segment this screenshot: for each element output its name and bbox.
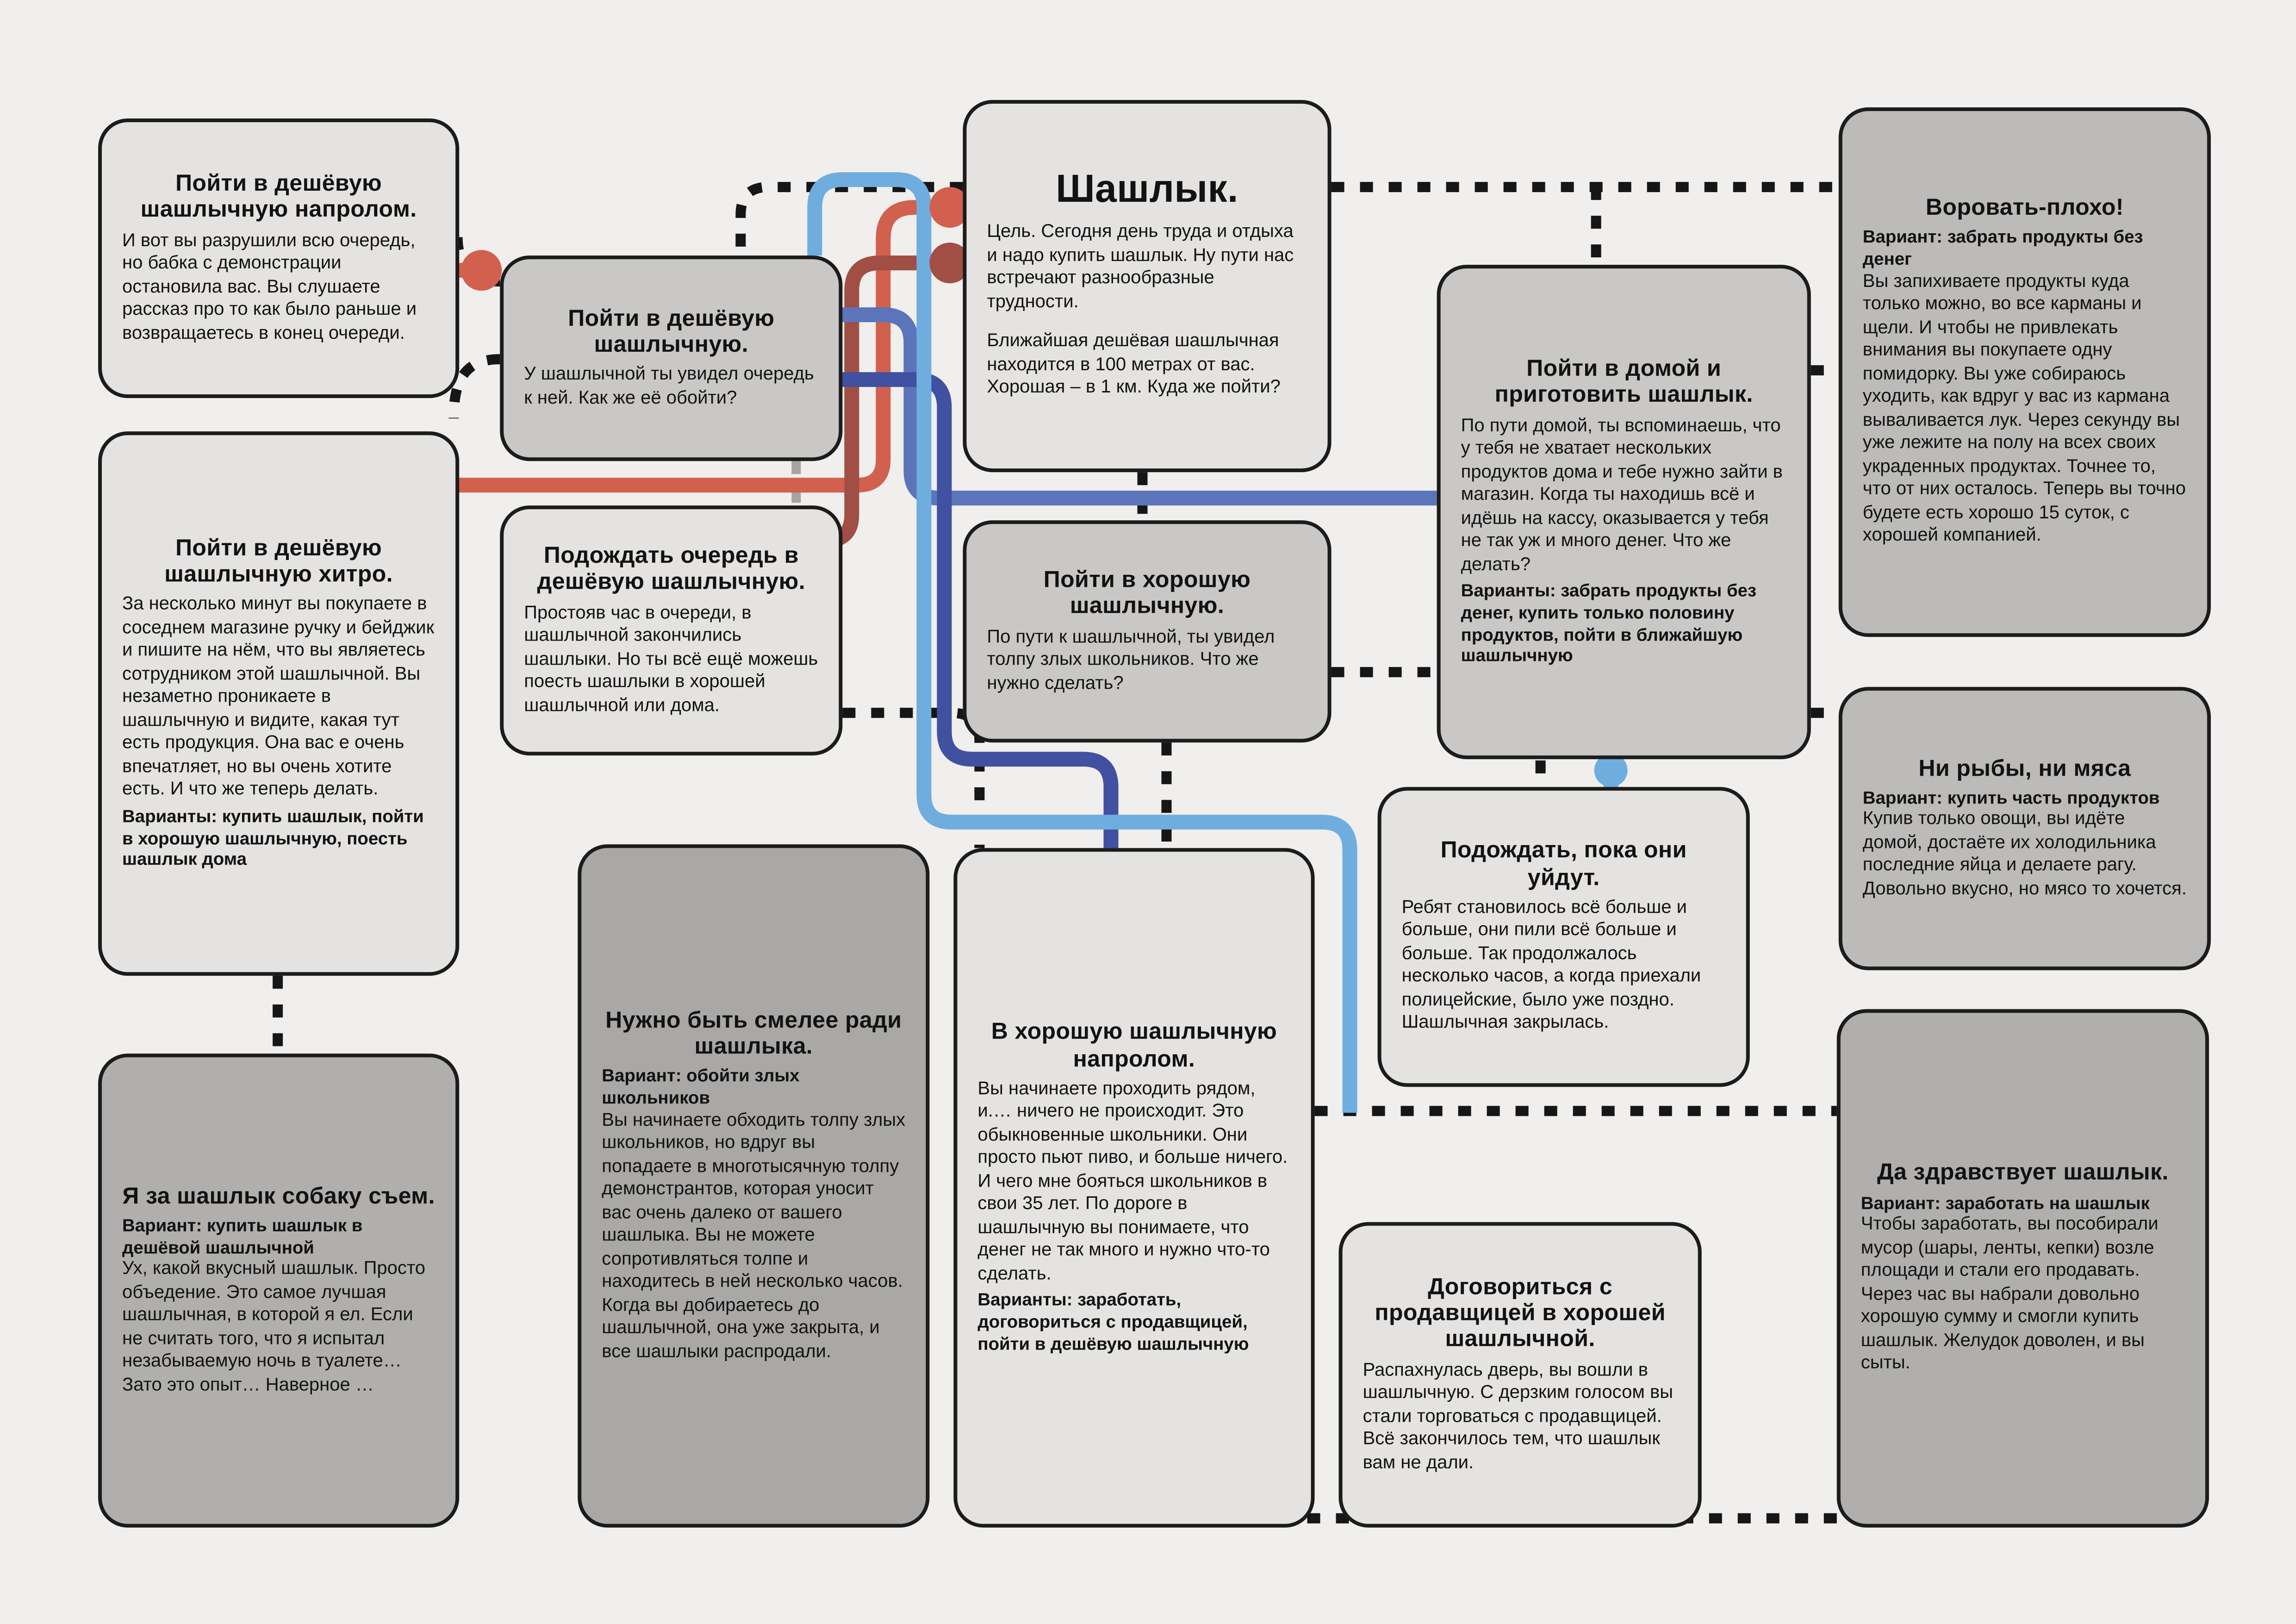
node-body: И вот вы разрушили всю очередь, но бабка с демонстрации остановила вас. Вы слушаете рассказ про то как было раньше и возвращаетесь в конец очереди. [122,230,417,344]
card-earn [1837,1009,2209,1527]
card-dog [98,1053,459,1527]
node-title: Воровать-плохо! [1925,194,2124,221]
node-title: Ни рыбы, ни мяса [1918,754,2131,781]
node-body: Ух, какой вкусный шашлык. Просто объедение. Это самое лучшая шашлычная, в которой я ел. Если не считать того, что я испытал незабываемую ночь в туалете… Зато это опыт… Наверное … [122,1259,425,1396]
node-title: Да здравствует шашлык. [1877,1159,2169,1186]
node-body: Вы начинаете проходить рядом, и.… ничего не происходит. Это обыкновенные школьники. Они просто пьют пиво, и больше ничего. И чего мне бояться школьников в свои 35 лет. По дороге в шашлычную вы понимаете, что денег не так много и нужно что-то сделать. [977,1079,1288,1285]
node-body: По пути к шашлычной, ты увидел толпу злых школьников. Что же нужно сделать? [987,627,1275,694]
node-body: За несколько минут вы покупаете в соседнем магазине ручку и бейджик и пишите на нём, что вы являетесь сотрудником этой шашлычной. Вы незаметно проникаете в шашлычную и видите, какая тут есть продукция. Она вас е очень впечатляет, но вы очень хотите есть. И что же теперь делать. [122,595,435,801]
card-cheap [500,255,842,461]
node-variant-intro: Вариант: купить шашлык в дешёвой шашлычной [122,1216,363,1259]
node-title: Подождать, пока они уйдут. [1440,837,1687,890]
node-body: Распахнулась дверь, вы вошли в шашлычную. С дерзким голосом вы стали торговаться с продавщицей. Всё закончилось тем, что шашлык вам не дали. [1363,1360,1674,1474]
node-body: Вы запихиваете продукты куда только можно, во все карманы и щели. И чтобы не привлекать внимания вы покупаете одну помидорку. Вы уже собираюсь уходить, как вдруг у вас из кармана вываливается лук. Через секунду вы уже лежите на полу на всех своих украденных продуктах. Точнее то, что от них осталось. Теперь вы точно будете есть хорошо 15 суток, с хорошей компанией. [1862,272,2186,547]
card-good_bold [953,848,1314,1527]
card-home [1437,265,1811,759]
node-title: Пойти в дешёвую шашлычную хитро. [164,535,393,588]
node-body: Чтобы заработать, вы пособирали мусор (шары, ленты, кепки) возле площади и стали его продавать. Через час вы набрали довольно хорошую сумму и смогли купить шашлык. Желудок доволен, и вы сыты. [1860,1215,2159,1375]
node-body: У шашлычной ты увидел очередь к ней. Как же её обойти? [524,365,814,409]
card-brave [578,844,929,1527]
dotted-cheap-to-cheapclever-arc [454,359,500,418]
card-steal [1839,107,2211,637]
node-variant-intro: Вариант: купить часть продуктов [1862,788,2160,809]
node-title: Я за шашлык собаку съем. [122,1182,435,1209]
node-body: Простояв час в очереди, в шашлычной закончились шашлыки. Но ты всё ещё можешь поесть шашлыки в хорошей шашлычной или дома. [524,603,818,716]
node-title: Договориться с продавщицей в хорошей шашлычной. [1375,1274,1666,1353]
node-variants: Варианты: забрать продукты без денег, купить только половину продуктов, пойти в ближайшую шашлычную [1461,581,1757,667]
card-wait_leave [1378,787,1750,1087]
node-variant-intro: Вариант: обойти злых школьников [602,1067,800,1109]
node-body: Купив только овощи, вы идёте домой, достаёте их холодильника последние яйца и делаете рагу. Довольно вкусно, но мясо то хочется. [1862,810,2187,900]
node-variant-intro: Вариант: забрать продукты без денег [1862,228,2143,271]
node-title: В хорошую шашлычную напролом. [991,1019,1277,1072]
node-body-2: Ближайшая дешёвая шашлычная находится в 100 метрах от вас. Хорошая – в 1 км. Куда же пойти? [987,332,1281,399]
node-title: Пойти в дешёвую шашлычную. [568,305,775,358]
card-good [963,520,1331,742]
card-cheap_clever [98,431,459,976]
node-body: Ребят становилось всё больше и больше, они пили всё больше и больше. Так продолжалось несколько часов, а когда приехали полицейские, было уже поздно. Шашлычная закрылась. [1401,897,1701,1034]
node-variants: Варианты: заработать, договориться с продавщицей, пойти в дешёвую шашлычную [977,1291,1249,1355]
node-variants: Варианты: купить шашлык, пойти в хорошую шашлычную, поесть шашлык дома [122,807,424,871]
node-title: Нужно быть смелее ради шашлыка. [605,1007,902,1059]
node-body: Цель. Сегодня день труда и отдыха и надо купить шашлык. Ну пути нас встречают разнообразные трудности. [987,223,1294,313]
node-title: Пойти в домой и приготовить шашлык. [1494,355,1753,408]
card-negotiate [1339,1222,1702,1528]
node-title: Пойти в дешёвую шашлычную напролом. [140,170,417,223]
node-variant-intro: Вариант: заработать на шашлык [1860,1193,2150,1214]
node-body: Вы начинаете обходить толпу злых школьников, но вдруг вы попадаете в многотысячную толпу демонстрантов, которая уносит вас очень далеко от вашего шашлыка. Вы не можете сопротивляться толпе и находитесь в ней несколько часов. Когда вы добираетесь до шашлычной, она уже закрыта, и все шашлыки распродали. [602,1110,906,1363]
card-cheap_bold [98,118,459,398]
card-wait_cheap [500,505,842,755]
node-body: По пути домой, ты вспоминаешь, что у тебя не хватает нескольких продуктов дома и тебе нужно зайти в магазин. Когда ты находишь всё и идёшь на кассу, оказывается у тебя не так уж и много денег. Что же делать? [1461,416,1783,575]
card-goal [963,100,1331,472]
node-title: Шашлык. [1056,168,1238,212]
card-ragout [1839,687,2211,970]
node-title: Пойти в хорошую шашлычную. [1043,566,1251,619]
node-title: Подождать очередь в дешёвую шашлычную. [537,542,806,595]
